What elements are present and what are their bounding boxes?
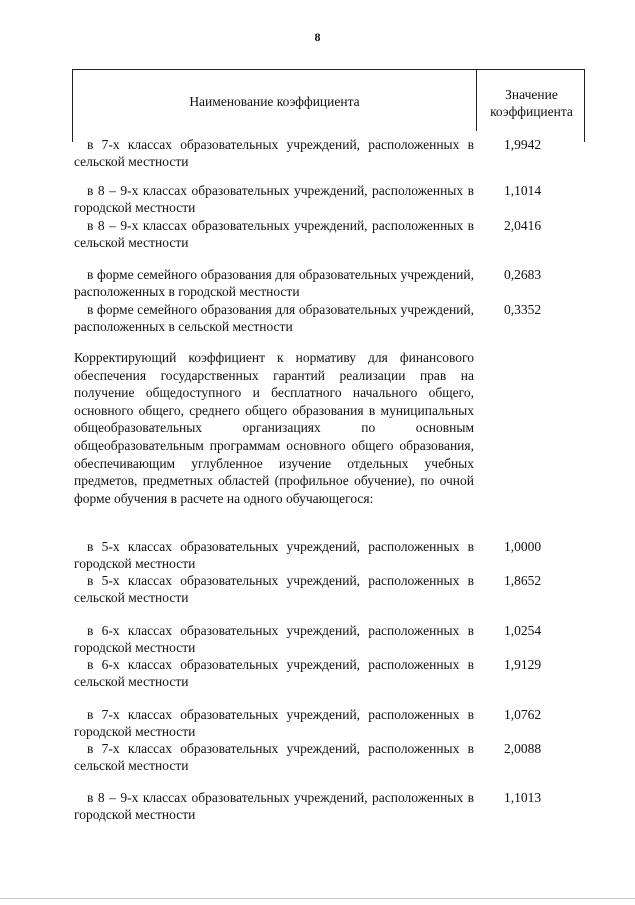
header-coefficient-name: Наименование коэффициента — [189, 94, 360, 109]
row-value: 1,1014 — [504, 183, 542, 198]
row-text: в 5-х классах образовательных учреждений, расположенных в сельской местности — [74, 573, 474, 605]
header-value-line-1: Значение — [505, 87, 558, 102]
header-value-line-2: коэффициента — [490, 104, 573, 119]
row-value: 1,0762 — [504, 707, 542, 722]
row-text: в 8 – 9-х классах образовательных учреждений, расположенных в городской местности — [74, 790, 474, 822]
row-text: в 8 – 9-х классах образовательных учреждений, расположенных в городской местности — [74, 183, 474, 215]
row-text: в 6-х классах образовательных учреждений, расположенных в городской местности — [74, 623, 474, 655]
row-value: 0,3352 — [504, 302, 542, 317]
row-text: в форме семейного образования для образовательных учреждений, расположенных в сельской местности — [74, 302, 474, 334]
page-number: 8 — [314, 30, 321, 44]
section-paragraph: Корректирующий коэффициент к нормативу для финансового обеспечения государственных гарантий реализации прав на получение общедоступного и бесплатного начального общего, основного общего, среднего общего образования в муниципальных общеобразовательных организациях по основным общеобразовательным программам основного общего образования, обеспечивающим углубленное изучение отдельных учебных предметов, предметных областей (профильное обучение), по очной форме обучения в расчете на одного обучающегося: — [74, 350, 474, 506]
row-value: 1,9942 — [504, 137, 542, 152]
table-right-border — [584, 130, 585, 142]
row-value: 1,1013 — [504, 790, 542, 805]
row-text: в 7-х классах образовательных учреждений, расположенных в городской местности — [74, 707, 474, 739]
row-value: 1,0254 — [504, 623, 542, 638]
row-value: 0,2683 — [504, 267, 542, 282]
row-value: 2,0088 — [504, 741, 542, 756]
row-value: 2,0416 — [504, 218, 542, 233]
row-text: в 7-х классах образовательных учреждений, расположенных в сельской местности — [74, 137, 474, 169]
page-bottom-edge — [0, 898, 635, 899]
row-text: в 7-х классах образовательных учреждений, расположенных в сельской местности — [74, 741, 474, 773]
table-left-border — [72, 130, 73, 142]
row-value: 1,0000 — [504, 539, 542, 554]
header-coefficient-value — [477, 86, 586, 120]
row-text: в 6-х классах образовательных учреждений, расположенных в сельской местности — [74, 657, 474, 689]
row-text: в форме семейного образования для образовательных учреждений, расположенных в городской местности — [74, 267, 474, 299]
row-value: 1,8652 — [504, 573, 542, 588]
table-header — [72, 69, 585, 130]
row-text: в 5-х классах образовательных учреждений, расположенных в городской местности — [74, 539, 474, 571]
row-value: 1,9129 — [504, 657, 542, 672]
row-text: в 8 – 9-х классах образовательных учреждений, расположенных в сельской местности — [74, 218, 474, 250]
